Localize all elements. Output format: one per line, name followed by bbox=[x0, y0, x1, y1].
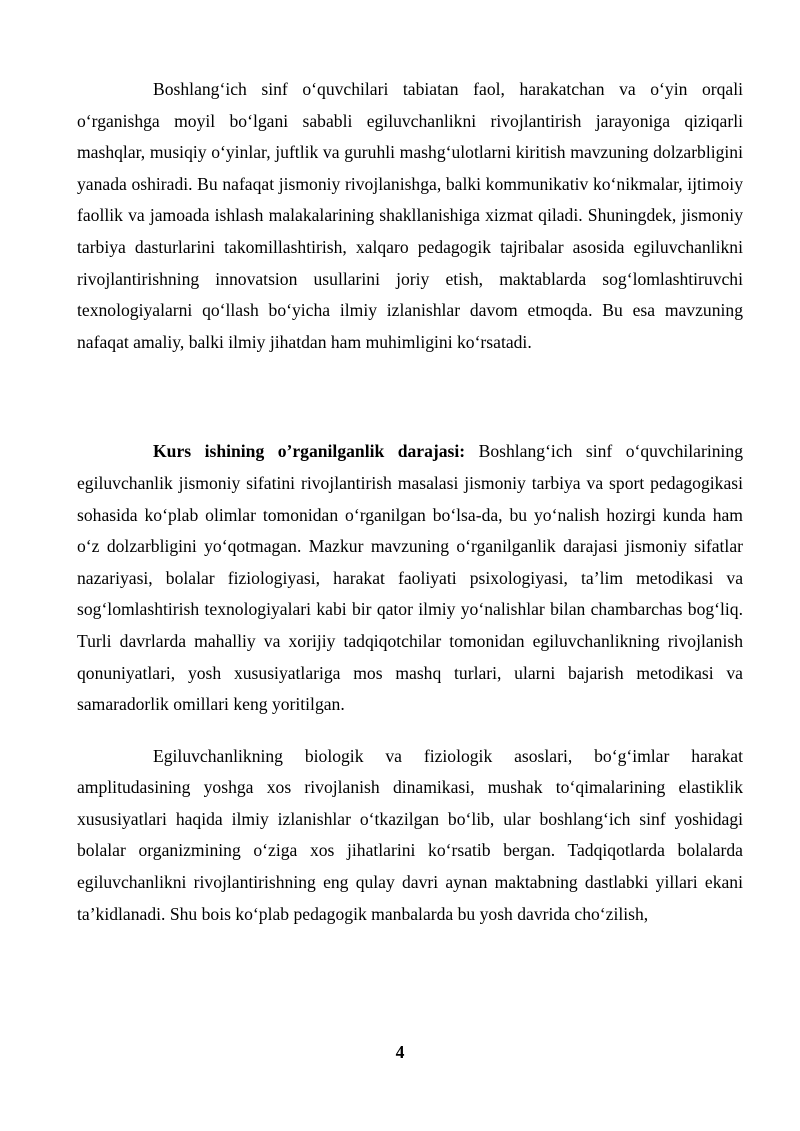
paragraph-biological-basis: Egiluvchanlikning biologik va fiziologik asoslari, bo‘g‘imlar harakat amplitudasining yoshga xos rivojlanish dinamikasi, mushak to‘qimalarining elastiklik xususiyatlari haqida ilmiy izlanishlar o‘tkazilgan bo‘lib, ular boshlang‘ich sinf yoshidagi bolalar organizmining o‘ziga xos jihatlarini ko‘rsatib bergan. Tadqiqotlarda bolalarda egiluvchanlikni rivojlantirishning eng qulay davri aynan maktabning dastlabki yillari ekani ta’kidlanadi. Shu bois ko‘plab pedagogik manbalarda bu yosh davrida cho‘zilish, bbox=[77, 745, 743, 924]
paragraph-relevance: Boshlang‘ich sinf o‘quvchilari tabiatan faol, harakatchan va o‘yin orqali o‘rganishga moyil bo‘lgani sababli egiluvchanlikni rivojlantirish jarayoniga qiziqarli mashqlar, musiqiy o‘yinlar, juftlik va guruhli mashg‘ulotlarni kiritish mavzuning dolzarbligini yanada oshiradi. Bu nafaqat jismoniy rivojlanishga, balki kommunikativ ko‘nikmalar, ijtimoiy faollik va jamoada ishlash malakalarining shakllanishiga xizmat qiladi. Shuningdek, jismoniy tarbiya dasturlarini takomillashtirish, xalqaro pedagogik tajribalar asosida egiluvchanlikni rivojlantirishning innovatsion usullarini joriy etish, maktablarda sog‘lomlashtiruvchi texnologiyalarni qo‘llash bo‘yicha ilmiy izlanishlar davom etmoqda. Bu esa mavzuning nafaqat amaliy, balki ilmiy jihatdan ham muhimligini ko‘rsatadi. bbox=[77, 79, 743, 352]
page-number: 4 bbox=[395, 1042, 405, 1062]
paragraph-study-degree bbox=[77, 436, 743, 720]
page-body bbox=[77, 74, 743, 930]
paragraph-study-degree-text: Boshlang‘ich sinf o‘quvchilarining egiluvchanlik jismoniy sifatini rivojlantirish masalasi jismoniy tarbiya va sport pedagogikasi sohasida ko‘plab olimlar tomonidan o‘rganilgan bo‘lsa-da, bu yo‘nalish hozirgi kunda ham o‘z dolzarbligini yo‘qotmagan. Mazkur mavzuning o‘rganilganlik darajasi jismoniy sifatlar nazariyasi, bolalar fiziologiyasi, harakat faoliyati psixologiyasi, ta’lim metodikasi va sog‘lomlashtirish texnologiyalari kabi bir qator ilmiy yo‘nalishlar bilan chambarchas bog‘liq. Turli davrlarda mahalliy va xorijiy tadqiqotchilar tomonidan egiluvchanlikning rivojlanish qonuniyatlari, yosh xususiyatlariga mos mashq turlari, ularni bajarish metodikasi va samaradorlik omillari keng yoritilgan. bbox=[77, 441, 743, 715]
section-heading: Kurs ishining o’rganilganlik darajasi: bbox=[153, 441, 466, 462]
